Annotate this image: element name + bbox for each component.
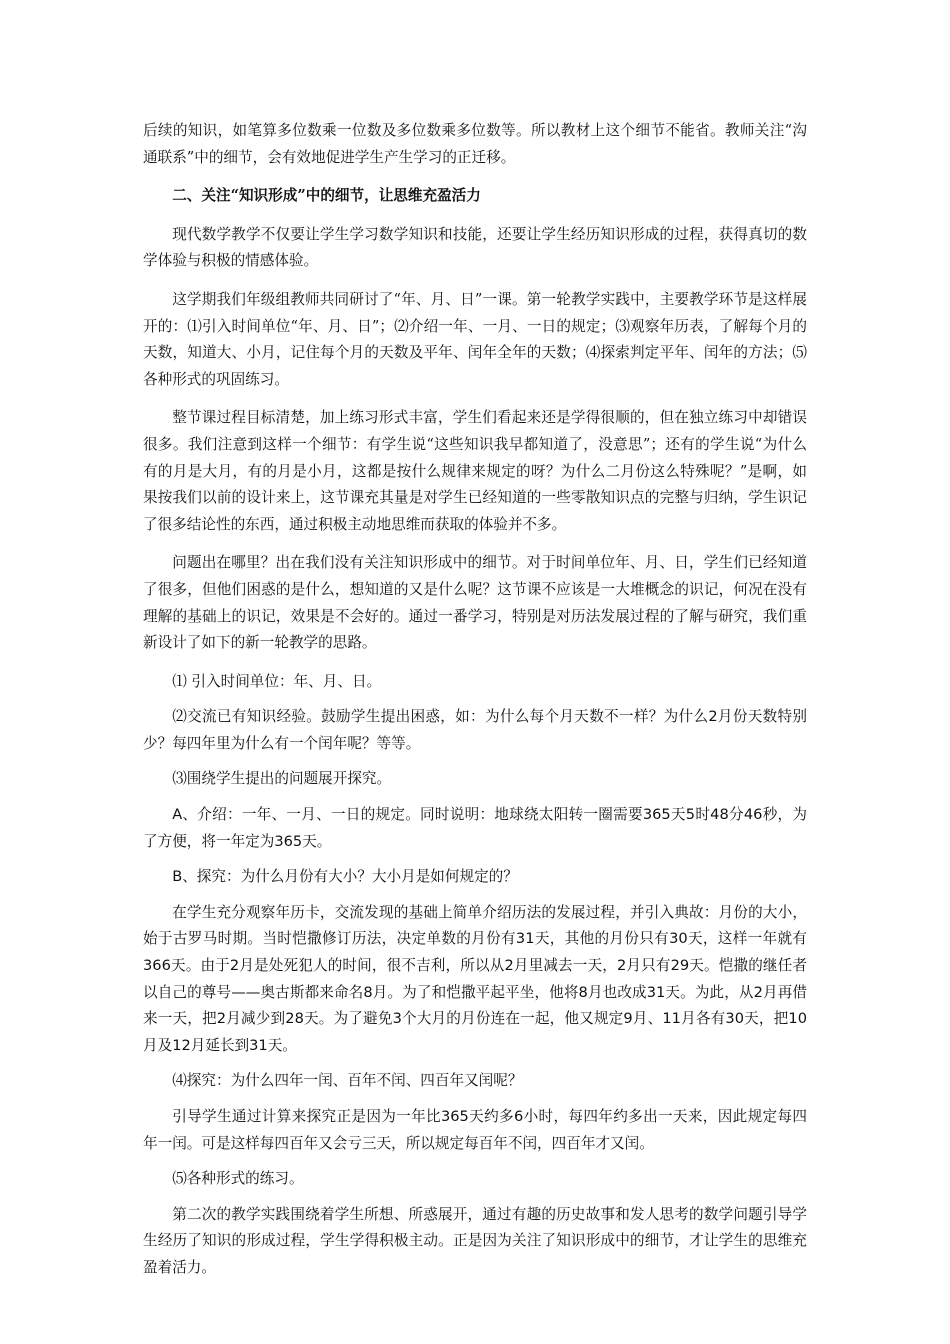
paragraph-continuation: 后续的知识，如笔算多位数乘一位数及多位数乘多位数等。所以教材上这个细节不能省。教师关注“沟通联系”中的细节，会有效地促进学生产生学习的正迁移。 <box>143 122 807 166</box>
section-heading: 二、关注“知识形成”中的细节，让思维充盈活力 <box>172 187 481 205</box>
list-item-3a: A、介绍：一年、一月、一日的规定。同时说明：地球绕太阳转一圈需要365天5时48分46秒，为了方便，将一年定为365天。 <box>143 806 807 850</box>
list-item-3b: B、探究：为什么月份有大小？大小月是如何规定的？ <box>172 868 518 886</box>
list-item-5: ⑸各种形式的练习。 <box>172 1170 304 1188</box>
paragraph-problem: 问题出在哪里？出在我们没有关注知识形成中的细节。对于时间单位年、月、日，学生们已经知道了很多，但他们困惑的是什么，想知道的又是什么呢？这节课不应该是一大堆概念的识记，何况在没有理解的基础上的识记，效果是不会好的。通过一番学习，特别是对历法发展过程的了解与研究，我们重新设计了如下的新一轮教学的思路。 <box>143 554 807 652</box>
list-item-3: ⑶围绕学生提出的问题展开探究。 <box>172 770 392 788</box>
list-item-4: ⑷探究：为什么四年一闰、百年不闰、四百年又闰呢？ <box>172 1072 523 1090</box>
paragraph-observation: 整节课过程目标清楚，加上练习形式丰富，学生们看起来还是学得很顺的，但在独立练习中却错误很多。我们注意到这样一个细节：有学生说“这些知识我早都知道了，没意思”；还有的学生说“为什么有的月是大月，有的月是小月，这都是按什么规律来规定的呀？为什么二月份这么特殊呢？”是啊，如果按我们以前的设计来上，这节课充其量是对学生已经知道的一些零散知识点的完整与归纳，学生识记了很多结论性的东西，通过积极主动地思维而获取的体验并不多。 <box>143 409 807 533</box>
paragraph-history: 在学生充分观察年历卡，交流发现的基础上简单介绍历法的发展过程，并引入典故：月份的大小，始于古罗马时期。当时恺撒修订历法，决定单数的月份有31天，其他的月份只有30天，这样一年就有366天。由于2月是处死犯人的时间，很不吉利，所以从2月里减去一天，2月只有29天。恺撒的继任者以自己的尊号——奥古斯都来命名8月。为了和恺撒平起平坐，他将8月也改成31天。为此，从2月再借来一天，把2月减少到28天。为了避免3个大月的月份连在一起，他又规定9月、11月各有30天，把10月及12月延长到31天。 <box>143 903 807 1054</box>
list-item-2: ⑵交流已有知识经验。鼓励学生提出困惑，如：为什么每个月天数不一样？为什么2月份天数特别少？每四年里为什么有一个闰年呢？等等。 <box>143 708 807 752</box>
list-item-1: ⑴ 引入时间单位：年、月、日。 <box>172 672 382 690</box>
paragraph-intro: 现代数学教学不仅要让学生学习数学知识和技能，还要让学生经历知识形成的过程，获得真切的数学体验与积极的情感体验。 <box>143 225 807 270</box>
document-page <box>143 118 807 1294</box>
paragraph-first-round: 这学期我们年级组教师共同研讨了“年、月、日”一课。第一轮教学实践中，主要教学环节是这样展开的：⑴引入时间单位“年、月、日”；⑵介绍一年、一月、一日的规定；⑶观察年历表，了解每个月的天数，知道大、小月，记住每个月的天数及平年、闰年全年的天数；⑷探索判定平年、闰年的方法；⑸各种形式的巩固练习。 <box>143 290 807 388</box>
paragraph-conclusion: 第二次的教学实践围绕着学生所想、所惑展开，通过有趣的历史故事和发人思考的数学问题引导学生经历了知识的形成过程，学生学得积极主动。正是因为关注了知识形成中的细节，才让学生的思维充盈着活力。 <box>143 1205 807 1276</box>
paragraph-leap-year: 引导学生通过计算来探究正是因为一年比365天约多6小时，每四年约多出一天来，因此规定每四年一闰。可是这样每四百年又会亏三天，所以规定每百年不闰，四百年才又闰。 <box>143 1108 807 1152</box>
